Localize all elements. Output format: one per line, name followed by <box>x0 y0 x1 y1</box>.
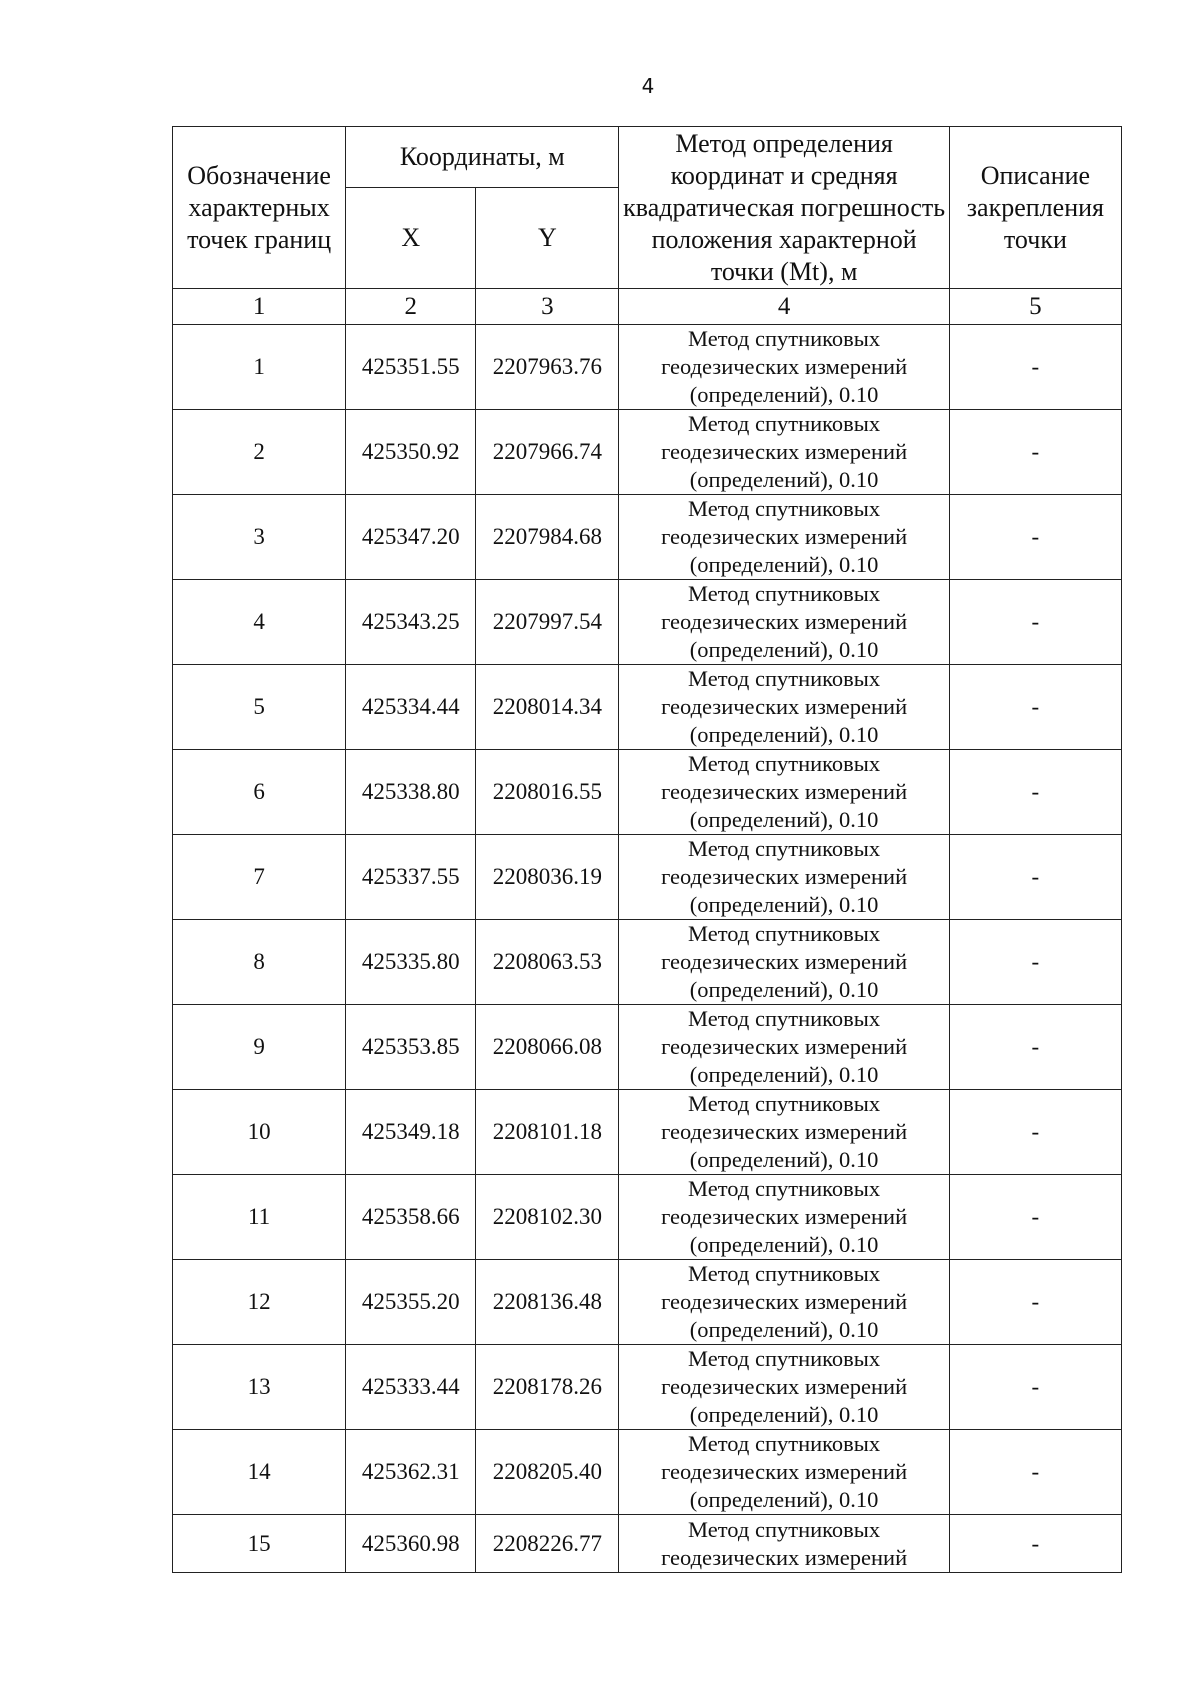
table-row <box>173 1515 1122 1573</box>
y-coordinate-cell: 2208014.34 <box>476 665 619 750</box>
method-cell <box>619 1090 949 1175</box>
point-number-cell: 2 <box>173 410 346 495</box>
method-line: Метод спутниковых <box>688 1091 881 1116</box>
description-cell: - <box>949 835 1121 920</box>
description-cell: - <box>949 1345 1121 1430</box>
description-cell: - <box>949 410 1121 495</box>
table-row <box>173 920 1122 1005</box>
method-line: (определений), 0.10 <box>689 807 879 832</box>
header-coordinates: Координаты, м <box>346 127 619 188</box>
method-cell <box>619 410 949 495</box>
method-cell <box>619 1005 949 1090</box>
point-number-cell: 13 <box>173 1345 346 1430</box>
point-number-cell: 1 <box>173 325 346 410</box>
method-cell <box>619 750 949 835</box>
method-line: (определений), 0.10 <box>689 722 879 747</box>
method-line: Метод спутниковых <box>688 1176 881 1201</box>
point-number-cell: 10 <box>173 1090 346 1175</box>
coordinates-table <box>172 126 1122 1573</box>
y-coordinate-cell: 2208016.55 <box>476 750 619 835</box>
method-line: геодезических измерений <box>661 1204 908 1229</box>
method-line: геодезических измерений <box>661 1374 908 1399</box>
method-line: геодезических измерений <box>661 439 908 464</box>
x-coordinate-cell: 425355.20 <box>346 1260 476 1345</box>
point-number-cell: 15 <box>173 1515 346 1573</box>
method-line: геодезических измерений <box>661 694 908 719</box>
x-coordinate-cell: 425343.25 <box>346 580 476 665</box>
method-cell <box>619 1260 949 1345</box>
page-number: 4 <box>641 74 655 98</box>
method-line: геодезических измерений <box>661 949 908 974</box>
method-line: Метод спутниковых <box>688 751 881 776</box>
x-coordinate-cell: 425338.80 <box>346 750 476 835</box>
y-coordinate-cell: 2208226.77 <box>476 1515 619 1573</box>
description-cell: - <box>949 1260 1121 1345</box>
column-number-row <box>173 289 1122 325</box>
description-cell: - <box>949 1090 1121 1175</box>
method-cell <box>619 580 949 665</box>
method-line: Метод спутниковых <box>688 411 881 436</box>
y-coordinate-cell: 2207984.68 <box>476 495 619 580</box>
method-line: геодезических измерений <box>661 1034 908 1059</box>
point-number-cell: 6 <box>173 750 346 835</box>
table-row <box>173 1345 1122 1430</box>
method-cell <box>619 665 949 750</box>
method-cell <box>619 495 949 580</box>
y-coordinate-cell: 2208136.48 <box>476 1260 619 1345</box>
table-row <box>173 1090 1122 1175</box>
description-cell: - <box>949 495 1121 580</box>
method-line: геодезических измерений <box>661 1459 908 1484</box>
y-coordinate-cell: 2208205.40 <box>476 1430 619 1515</box>
table-row <box>173 1430 1122 1515</box>
method-line: Метод спутниковых <box>688 581 881 606</box>
x-coordinate-cell: 425350.92 <box>346 410 476 495</box>
x-coordinate-cell: 425360.98 <box>346 1515 476 1573</box>
table-row <box>173 665 1122 750</box>
table-row <box>173 1005 1122 1090</box>
column-number: 5 <box>949 289 1121 325</box>
table-body <box>173 325 1122 1573</box>
header-y: Y <box>476 188 619 289</box>
header-description: Описание закрепления точки <box>949 127 1121 289</box>
method-line: Метод спутниковых <box>688 326 881 351</box>
method-line: геодезических измерений <box>661 1544 908 1570</box>
x-coordinate-cell: 425362.31 <box>346 1430 476 1515</box>
table-row <box>173 835 1122 920</box>
method-line: (определений), 0.10 <box>689 467 879 492</box>
method-line: геодезических измерений <box>661 354 908 379</box>
point-number-cell: 4 <box>173 580 346 665</box>
method-line: геодезических измерений <box>661 524 908 549</box>
y-coordinate-cell: 2208036.19 <box>476 835 619 920</box>
description-cell: - <box>949 325 1121 410</box>
table-row <box>173 410 1122 495</box>
method-line: геодезических измерений <box>661 1119 908 1144</box>
description-cell: - <box>949 665 1121 750</box>
header-designation: Обозначение характерных точек границ <box>173 127 346 289</box>
method-line: (определений), 0.10 <box>689 382 879 407</box>
header-x: X <box>346 188 476 289</box>
x-coordinate-cell: 425358.66 <box>346 1175 476 1260</box>
x-coordinate-cell: 425337.55 <box>346 835 476 920</box>
point-number-cell: 9 <box>173 1005 346 1090</box>
x-coordinate-cell: 425347.20 <box>346 495 476 580</box>
method-line: Метод спутниковых <box>688 1006 881 1031</box>
method-line: (определений), 0.10 <box>689 637 879 662</box>
method-line: (определений), 0.10 <box>689 1317 879 1342</box>
point-number-cell: 7 <box>173 835 346 920</box>
method-line: геодезических измерений <box>661 864 908 889</box>
method-cell <box>619 1515 949 1573</box>
point-number-cell: 8 <box>173 920 346 1005</box>
method-line: геодезических измерений <box>661 779 908 804</box>
x-coordinate-cell: 425349.18 <box>346 1090 476 1175</box>
method-cell <box>619 835 949 920</box>
y-coordinate-cell: 2207997.54 <box>476 580 619 665</box>
point-number-cell: 12 <box>173 1260 346 1345</box>
x-coordinate-cell: 425333.44 <box>346 1345 476 1430</box>
x-coordinate-cell: 425334.44 <box>346 665 476 750</box>
table-row <box>173 750 1122 835</box>
method-line: Метод спутниковых <box>688 1261 881 1286</box>
column-number: 4 <box>619 289 949 325</box>
x-coordinate-cell: 425353.85 <box>346 1005 476 1090</box>
y-coordinate-cell: 2208102.30 <box>476 1175 619 1260</box>
method-line: геодезических измерений <box>661 1289 908 1314</box>
method-line: Метод спутниковых <box>688 1346 881 1371</box>
method-line: Метод спутниковых <box>688 1516 881 1542</box>
table-row <box>173 325 1122 410</box>
method-line: (определений), 0.10 <box>689 1232 879 1257</box>
method-cell <box>619 1345 949 1430</box>
table-row <box>173 495 1122 580</box>
column-number: 3 <box>476 289 619 325</box>
y-coordinate-cell: 2208178.26 <box>476 1345 619 1430</box>
method-cell <box>619 1175 949 1260</box>
table-row <box>173 1175 1122 1260</box>
point-number-cell: 5 <box>173 665 346 750</box>
description-cell: - <box>949 920 1121 1005</box>
description-cell: - <box>949 1515 1121 1573</box>
method-line: геодезических измерений <box>661 609 908 634</box>
point-number-cell: 3 <box>173 495 346 580</box>
method-cell <box>619 1430 949 1515</box>
description-cell: - <box>949 1005 1121 1090</box>
method-line: Метод спутниковых <box>688 666 881 691</box>
y-coordinate-cell: 2208101.18 <box>476 1090 619 1175</box>
description-cell: - <box>949 750 1121 835</box>
header-method: Метод определения координат и средняя квадратическая погрешность положения характерной точки (Mt), м <box>619 127 949 289</box>
method-line: (определений), 0.10 <box>689 1402 879 1427</box>
table-row <box>173 580 1122 665</box>
method-line: Метод спутниковых <box>688 921 881 946</box>
description-cell: - <box>949 1175 1121 1260</box>
table-row <box>173 1260 1122 1345</box>
description-cell: - <box>949 1430 1121 1515</box>
method-line: (определений), 0.10 <box>689 977 879 1002</box>
column-number: 2 <box>346 289 476 325</box>
method-line: Метод спутниковых <box>688 1431 881 1456</box>
x-coordinate-cell: 425335.80 <box>346 920 476 1005</box>
point-number-cell: 11 <box>173 1175 346 1260</box>
y-coordinate-cell: 2207963.76 <box>476 325 619 410</box>
method-line: (определений), 0.10 <box>689 1062 879 1087</box>
method-line: (определений), 0.10 <box>689 1147 879 1172</box>
method-cell <box>619 325 949 410</box>
method-cell <box>619 920 949 1005</box>
method-line: (определений), 0.10 <box>689 1487 879 1512</box>
method-line: (определений), 0.10 <box>689 892 879 917</box>
method-line: Метод спутниковых <box>688 496 881 521</box>
y-coordinate-cell: 2208063.53 <box>476 920 619 1005</box>
point-number-cell: 14 <box>173 1430 346 1515</box>
x-coordinate-cell: 425351.55 <box>346 325 476 410</box>
description-cell: - <box>949 580 1121 665</box>
method-line: Метод спутниковых <box>688 836 881 861</box>
method-line: (определений), 0.10 <box>689 552 879 577</box>
column-number: 1 <box>173 289 346 325</box>
y-coordinate-cell: 2207966.74 <box>476 410 619 495</box>
y-coordinate-cell: 2208066.08 <box>476 1005 619 1090</box>
